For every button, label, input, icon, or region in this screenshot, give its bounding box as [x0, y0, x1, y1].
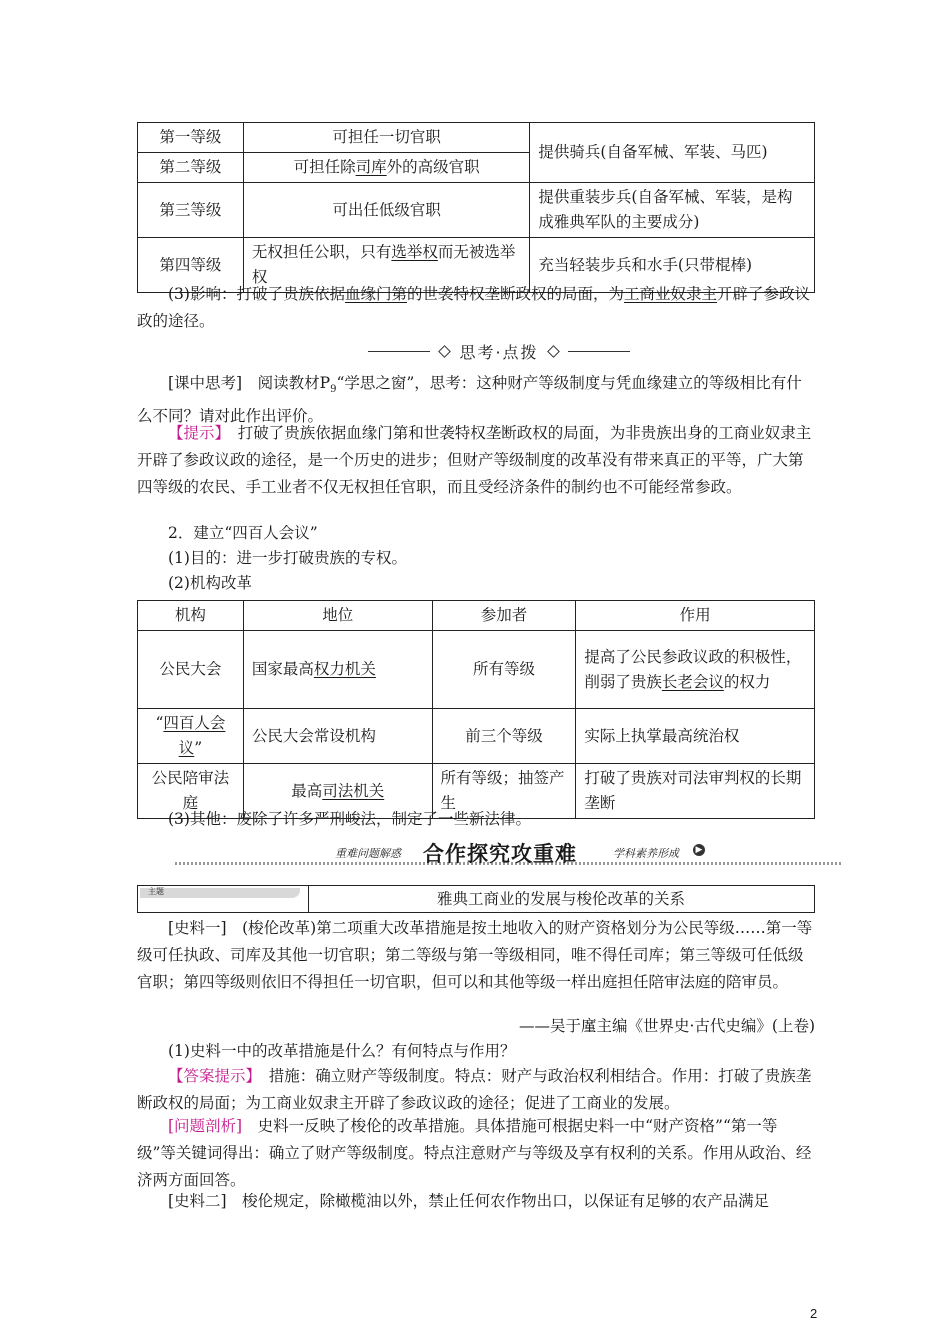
table-row	[138, 709, 815, 764]
question1: (1)史料一中的改革措施是什么？有何特点与作用？	[168, 1042, 516, 1060]
org-members-cell: 前三个等级	[432, 709, 576, 764]
arrow-icon: ▶	[693, 844, 705, 856]
banner-title-2: 攻重难	[511, 842, 577, 866]
office-cell: 无权担任公职，只有选举权而无被选举权	[243, 238, 530, 293]
org-members-cell: 所有等级	[432, 631, 576, 709]
org-role-cell: 实际上执掌最高统治权	[576, 709, 815, 764]
duty-cell: 充当轻装步兵和水手(只带棍棒)	[530, 238, 815, 293]
table-row	[138, 631, 815, 709]
point2-goal: (1)目的：进一步打破贵族的专权。	[168, 549, 407, 567]
org-status-cell: 公民大会常设机构	[243, 709, 432, 764]
topic-tag: 主题	[138, 886, 309, 912]
org-role-cell: 打破了贵族对司法审判权的长期垄断	[576, 764, 815, 819]
org-name-cell: “四百人会议”	[138, 709, 244, 764]
header-cell: 参加者	[432, 601, 576, 631]
hint-paragraph: 【提示】 打破了贵族依据血缘门第和世袭特权垄断政权的局面，为非贵族出身的工商业奴隶主开辟了参政议政的途径，是一个历史的进步；但财产等级制度的改革没有带来真正的平等，广大第四等级的农民、手工业者不仅无权担任官职，而且受经济条件的制约也不可能经常参政。	[137, 424, 812, 496]
section-banner	[175, 838, 842, 868]
answer-tag: 【答案提示】	[168, 1067, 254, 1085]
header-cell: 机构	[138, 601, 244, 631]
analysis-tag: [问题剖析]	[168, 1117, 243, 1135]
table-header-row	[138, 601, 815, 631]
page-number: 2	[810, 1306, 818, 1321]
classroom-question: [课中思考] 阅读教材$P_9“$学思之窗”，思考：这种财产等级制度与凭血缘建立的等级相比有什么不同？请对此作出评价。	[137, 374, 802, 426]
org-name-cell: 公民大会	[138, 631, 244, 709]
header-cell: 地位	[243, 601, 432, 631]
point2-heading: 2．建立“四百人会议”	[168, 524, 318, 542]
table-row	[138, 183, 815, 238]
analysis1-paragraph: [问题剖析] 史料一反映了梭伦的改革措施。具体措施可根据史料一中“财产资格”“第一等级”等关键词得出：确立了财产等级制度。特点注意财产与等级及享有权利的关系。作用从政治、经济两方面回答。	[137, 1117, 812, 1189]
source1-citation: ——吴于廑主编《世界史·古代史编》(上卷)	[518, 1017, 815, 1035]
source1-paragraph: [史料一] (梭伦改革)第二项重大改革措施是按土地收入的财产资格划分为公民等级……第一等级可任执政、司库及其他一切官职；第二等级与第一等级相同，唯不得任司库；第三等级可任低级官职；第四等级则依旧不得担任一切官职，但可以和其他等级一样出庭担任陪审法庭的陪审员。	[137, 919, 813, 991]
think-label: 思考·点拨	[459, 342, 539, 362]
diamond-icon	[547, 345, 560, 358]
think-divider	[368, 340, 630, 362]
header-cell: 作用	[576, 601, 815, 631]
office-cell: 可担任一切官职	[243, 123, 530, 153]
org-name-cell: 公民陪审法庭	[138, 764, 244, 819]
org-table	[137, 600, 815, 819]
org-status-cell: 国家最高权力机关	[243, 631, 432, 709]
topic-box	[137, 885, 815, 913]
topic-title: 雅典工商业的发展与梭伦改革的关系	[436, 890, 685, 908]
duty-cell: 提供重装步兵(自备军械、军装，是构成雅典军队的主要成分)	[530, 183, 815, 238]
org-status-cell: 最高司法机关	[243, 764, 432, 819]
banner-title-1: 合作探究	[423, 842, 511, 866]
office-cell: 可担任除司库外的高级官职	[243, 153, 530, 183]
duty-cell: 提供骑兵(自备军械、军装、马匹)	[530, 123, 815, 183]
level-cell: 第三等级	[138, 183, 244, 238]
office-cell: 可出任低级官职	[243, 183, 530, 238]
point2-org: (2)机构改革	[168, 574, 252, 592]
levels-table	[137, 122, 815, 293]
banner-right-text: 学科素养形成	[613, 847, 679, 860]
level-cell: 第二等级	[138, 153, 244, 183]
org-role-cell: 提高了公民参政议政的积极性，削弱了贵族长老会议的权力	[576, 631, 815, 709]
org-members-cell: 所有等级；抽签产生	[432, 764, 576, 819]
table-row	[138, 123, 815, 153]
answer1-paragraph: 【答案提示】 措施：确立财产等级制度。特点：财产与政治权利相结合。作用：打破了贵族垄断政权的局面；为工商业奴隶主开辟了参政议政的途径；促进了工商业的发展。	[137, 1067, 812, 1112]
impact-paragraph: (3)影响：打破了贵族依据血缘门第的世袭特权垄断政权的局面，为工商业奴隶主开辟了参政议政的途径。	[137, 285, 811, 330]
source2-paragraph: [史料二] 梭伦规定，除橄榄油以外，禁止任何农作物出口，以保证有足够的农产品满足	[168, 1192, 770, 1210]
level-cell: 第四等级	[138, 238, 244, 293]
hint-tag: 【提示】	[168, 424, 223, 442]
point3: (3)其他：废除了许多严刑峻法，制定了一些新法律。	[168, 810, 531, 828]
level-cell: 第一等级	[138, 123, 244, 153]
diamond-icon	[439, 345, 452, 358]
banner-left-text: 重难问题解惑	[335, 847, 401, 860]
